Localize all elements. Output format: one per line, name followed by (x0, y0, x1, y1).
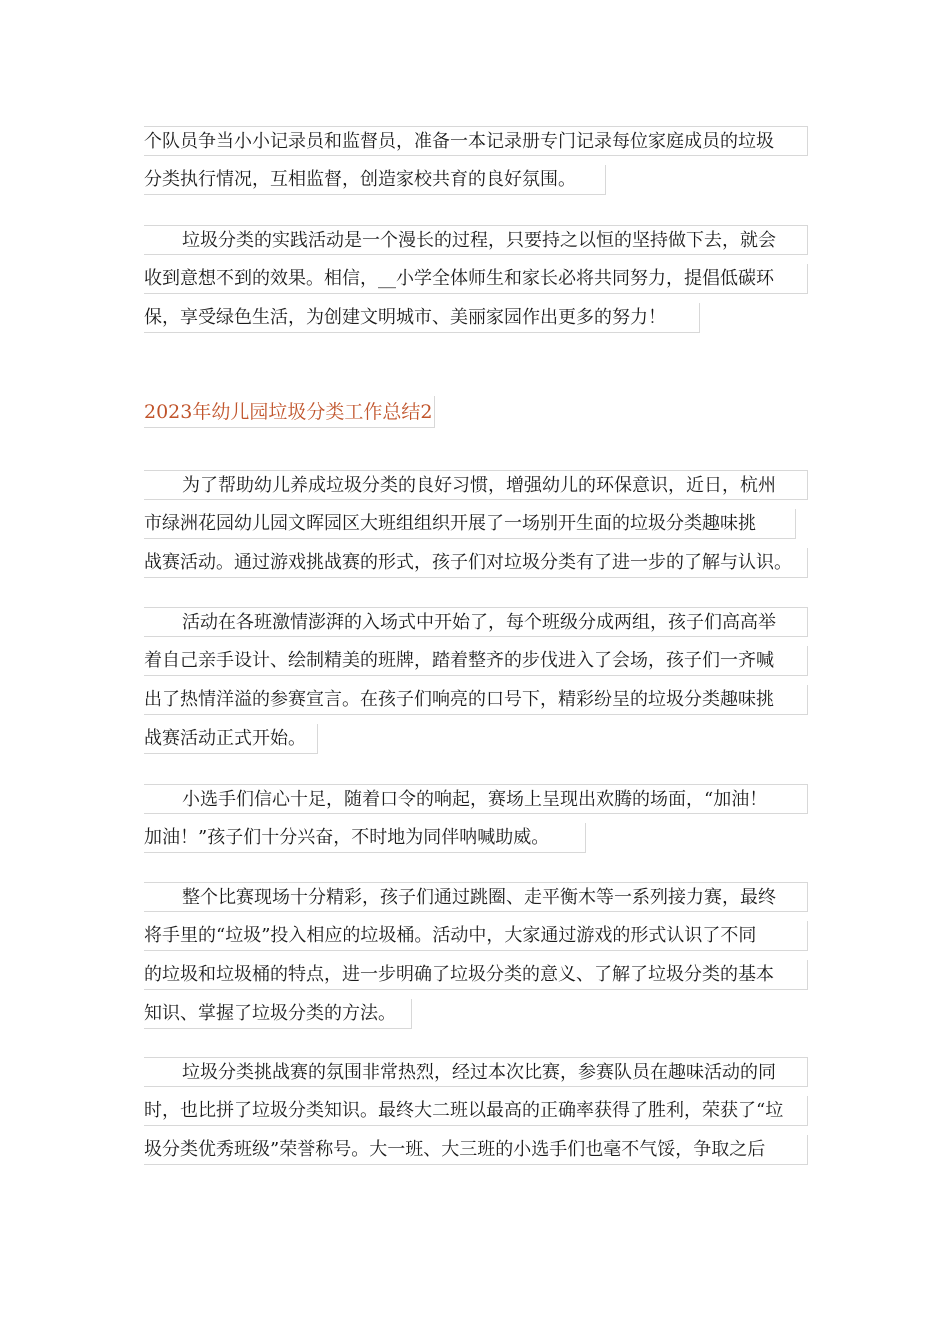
paragraph-4-line-3: 出了热情洋溢的参赛宣言。在孩子们响亮的口号下，精彩纷呈的垃圾分类趣味挑 (144, 685, 808, 715)
paragraph-6-line-1: 整个比赛现场十分精彩，孩子们通过跳圈、走平衡木等一系列接力赛，最终 (144, 882, 808, 912)
paragraph-4-line-4: 战赛活动正式开始。 (144, 724, 318, 754)
paragraph-2-line-3: 保，享受绿色生活，为创建文明城市、美丽家园作出更多的努力！ (144, 303, 700, 333)
paragraph-3-line-2: 市绿洲花园幼儿园文晖园区大班组组织开展了一场别开生面的垃圾分类趣味挑 (144, 509, 796, 539)
paragraph-7-line-1: 垃圾分类挑战赛的氛围非常热烈，经过本次比赛，参赛队员在趣味活动的同 (144, 1057, 808, 1087)
paragraph-4-line-2: 着自己亲手设计、绘制精美的班牌，踏着整齐的步伐进入了会场，孩子们一齐喊 (144, 646, 808, 676)
paragraph-6-line-4: 知识、掌握了垃圾分类的方法。 (144, 999, 412, 1029)
paragraph-2-line-1: 垃圾分类的实践活动是一个漫长的过程，只要持之以恒的坚持做下去，就会 (144, 225, 808, 255)
paragraph-6-line-3: 的垃圾和垃圾桶的特点，进一步明确了垃圾分类的意义、了解了垃圾分类的基本 (144, 960, 808, 990)
paragraph-1-line-2: 分类执行情况，互相监督，创造家校共育的良好氛围。 (144, 165, 606, 195)
paragraph-7-line-3: 圾分类优秀班级”荣誉称号。大一班、大三班的小选手们也毫不气馁，争取之后 (144, 1135, 808, 1165)
paragraph-2-line-2: 收到意想不到的效果。相信，__小学全体师生和家长必将共同努力，提倡低碳环 (144, 264, 808, 294)
paragraph-6-line-2: 将手里的“垃圾”投入相应的垃圾桶。活动中，大家通过游戏的形式认识了不同 (144, 921, 808, 951)
paragraph-1-line-1: 个队员争当小小记录员和监督员，准备一本记录册专门记录每位家庭成员的垃圾 (144, 126, 808, 156)
paragraph-3-line-1: 为了帮助幼儿养成垃圾分类的良好习惯，增强幼儿的环保意识，近日，杭州 (144, 470, 808, 500)
paragraph-5-line-2: 加油！”孩子们十分兴奋，不时地为同伴呐喊助威。 (144, 823, 586, 853)
paragraph-5-line-1: 小选手们信心十足，随着口令的响起，赛场上呈现出欢腾的场面，“加油！ (144, 784, 808, 814)
section-heading: 2023年幼儿园垃圾分类工作总结2 (144, 396, 435, 428)
paragraph-3-line-3: 战赛活动。通过游戏挑战赛的形式，孩子们对垃圾分类有了进一步的了解与认识。 (144, 548, 808, 578)
paragraph-4-line-1: 活动在各班激情澎湃的入场式中开始了，每个班级分成两组，孩子们高高举 (144, 607, 808, 637)
paragraph-7-line-2: 时，也比拼了垃圾分类知识。最终大二班以最高的正确率获得了胜利，荣获了“垃 (144, 1096, 808, 1126)
